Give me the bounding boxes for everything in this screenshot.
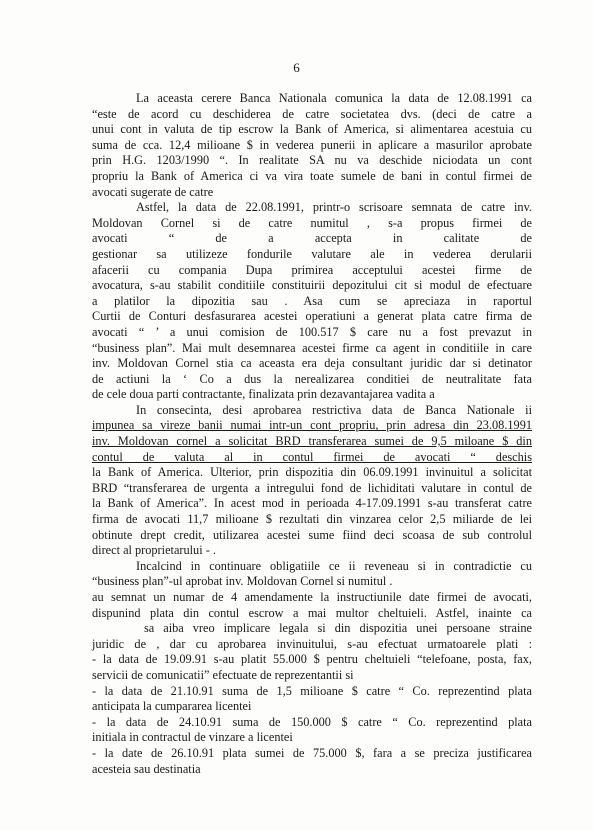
- underlined-text-line: contul de valuta al in contul firmei de avocati “ deschis: [92, 449, 532, 464]
- underlined-text-line: impunea sa vireze banii numai intr-un cont propriu, prin adresa din 23.08.1991: [92, 418, 532, 433]
- list-item-continuation: anticipata la cumpararea licentei: [92, 699, 252, 714]
- text-line: afacerii cu compania Dupa primirea acceptului acestei firme de: [92, 262, 532, 277]
- text-line: sa aiba vreo implicare legala si din dispozitia unei persoane straine: [144, 621, 532, 636]
- paragraph-1: [92, 91, 532, 200]
- paragraph-3: [92, 403, 532, 559]
- underlined-text-line: inv. Moldovan cornel a solicitat BRD transferarea sumei de 9,5 miloane $ din: [92, 434, 532, 449]
- text-line: gestionar sa utilizeze fondurile valutare ale in vederea derularii: [92, 246, 532, 261]
- paragraph-2: [92, 200, 532, 403]
- text-line: avocati “ de a accepta in calitate de: [92, 231, 532, 246]
- text-line: la Bank of America”. In acest mod in perioada 4-17.09.1991 s-au transferat catre: [92, 496, 532, 511]
- list-item-continuation: initiala in contractul de vinzare a licentei: [92, 730, 293, 745]
- text-line: avocati “ ’ a unui comision de 100.517 $ care nu a fost prevazut in: [92, 324, 532, 339]
- page-number: 6: [293, 60, 300, 75]
- text-line: “business plan”-ul aprobat inv. Moldovan Cornel si numitul .: [92, 574, 393, 589]
- text-line: de actiuni la ‘ Co a dus la nerealizarea conditiei de neutralitate fata: [92, 371, 532, 386]
- text-line: obtinute drept credit, utilizarea acestei sume fiind deci scoasa de sub controlul: [92, 527, 532, 542]
- text-line: Astfel, la data de 22.08.1991, printr-o scrisoare semnata de catre inv.: [136, 200, 532, 215]
- text-segment: “este de acord cu deschiderea de catre societatea dvs. (deci de catre a: [92, 106, 532, 121]
- list-item: - la data de 24.10.91 suma de 150.000 $ catre “ Co. reprezentind plata: [92, 714, 532, 729]
- document-body: [92, 91, 532, 777]
- text-line: avocati sugerate de catre: [92, 184, 214, 199]
- list-item-continuation: acesteia sau destinatia: [92, 761, 201, 776]
- text-line: inv. Moldovan Cornel stia ca aceasta era deja consultant juridic dar si detinator: [92, 356, 532, 371]
- text-line: Moldovan Cornel si de catre numitul , s-a propus firmei de: [92, 215, 532, 230]
- text-line: dispunind plata din contul escrow a mai multor cheltuieli. Astfel, inainte ca: [92, 605, 532, 620]
- list-item: - la data de 19.09.91 s-au platit 55.000 $ pentru cheltuieli “telefoane, posta, fax,: [92, 652, 532, 667]
- text-line: unui cont in valuta de tip escrow la Bank of America, si alimentarea acestuia cu: [92, 122, 532, 137]
- text-line: avocatura, s-au stabilit conditiile constituirii depozitului cit si modul de efectuare: [92, 278, 532, 293]
- text-line: Curtii de Conturi desfasurarea acestei operatiuni a generat plata catre firma de: [92, 309, 532, 324]
- text-line: firma de avocati 11,7 milioane $ rezultati din vinzarea celor 2,5 miliarde de lei: [92, 512, 532, 527]
- text-line: a platilor la dipozitia sau . Asa cum se apreciaza in raportul: [92, 293, 532, 308]
- list-item: - la data de 21.10.91 suma de 1,5 milioane $ catre “ Co. reprezentind plata: [92, 683, 532, 698]
- text-line: [92, 107, 532, 123]
- text-line: In consecinta, desi aprobarea restrictiva data de Banca Nationale ii: [136, 402, 532, 417]
- text-line: propriu la Bank of America ci va vira toate sumele de bani in contul firmei de: [92, 168, 532, 183]
- text-line: au semnat un numar de 4 amendamente la instructiunile date firmei de avocati,: [92, 590, 532, 604]
- text-line: La aceasta cerere Banca Nationala comunica la data de 12.08.1991 ca: [136, 91, 532, 105]
- text-line: juridic de , dar cu aprobarea invinuitului, s-au efectuat urmatoarele plati :: [92, 636, 532, 651]
- text-line: prin H.G. 1203/1990 “. In realitate SA nu va deschide niciodata un cont: [92, 153, 532, 168]
- text-line: suma de cca. 12,4 milioane $ in vederea punerii in aplicare a masurilor aprobate: [92, 137, 532, 152]
- text-line: direct al proprietarului - .: [92, 543, 216, 558]
- text-line: BRD “transferarea de urgenta a intregului fond de lichiditati valutare in contul de: [92, 480, 532, 495]
- text-line: la Bank of America. Ulterior, prin dispozitia din 06.09.1991 invinuitul a solicitat: [92, 465, 532, 480]
- text-line: “business plan”. Mai mult desemnarea acestei firme ca agent in conditiile in care: [92, 340, 532, 355]
- paragraph-4: [92, 559, 532, 777]
- text-line: de cele doua parti contractante, finalizata prin dezavantajarea vadita a: [92, 387, 435, 402]
- text-line: Incalcind in continuare obligatiile ce ii reveneau si in contradictie cu: [136, 558, 532, 573]
- list-item: - la date de 26.10.91 plata sumei de 75.000 $, fara a se preciza justificarea: [92, 745, 532, 760]
- list-item-continuation: servicii de comunicatii” efectuate de reprezentantii si: [92, 667, 354, 682]
